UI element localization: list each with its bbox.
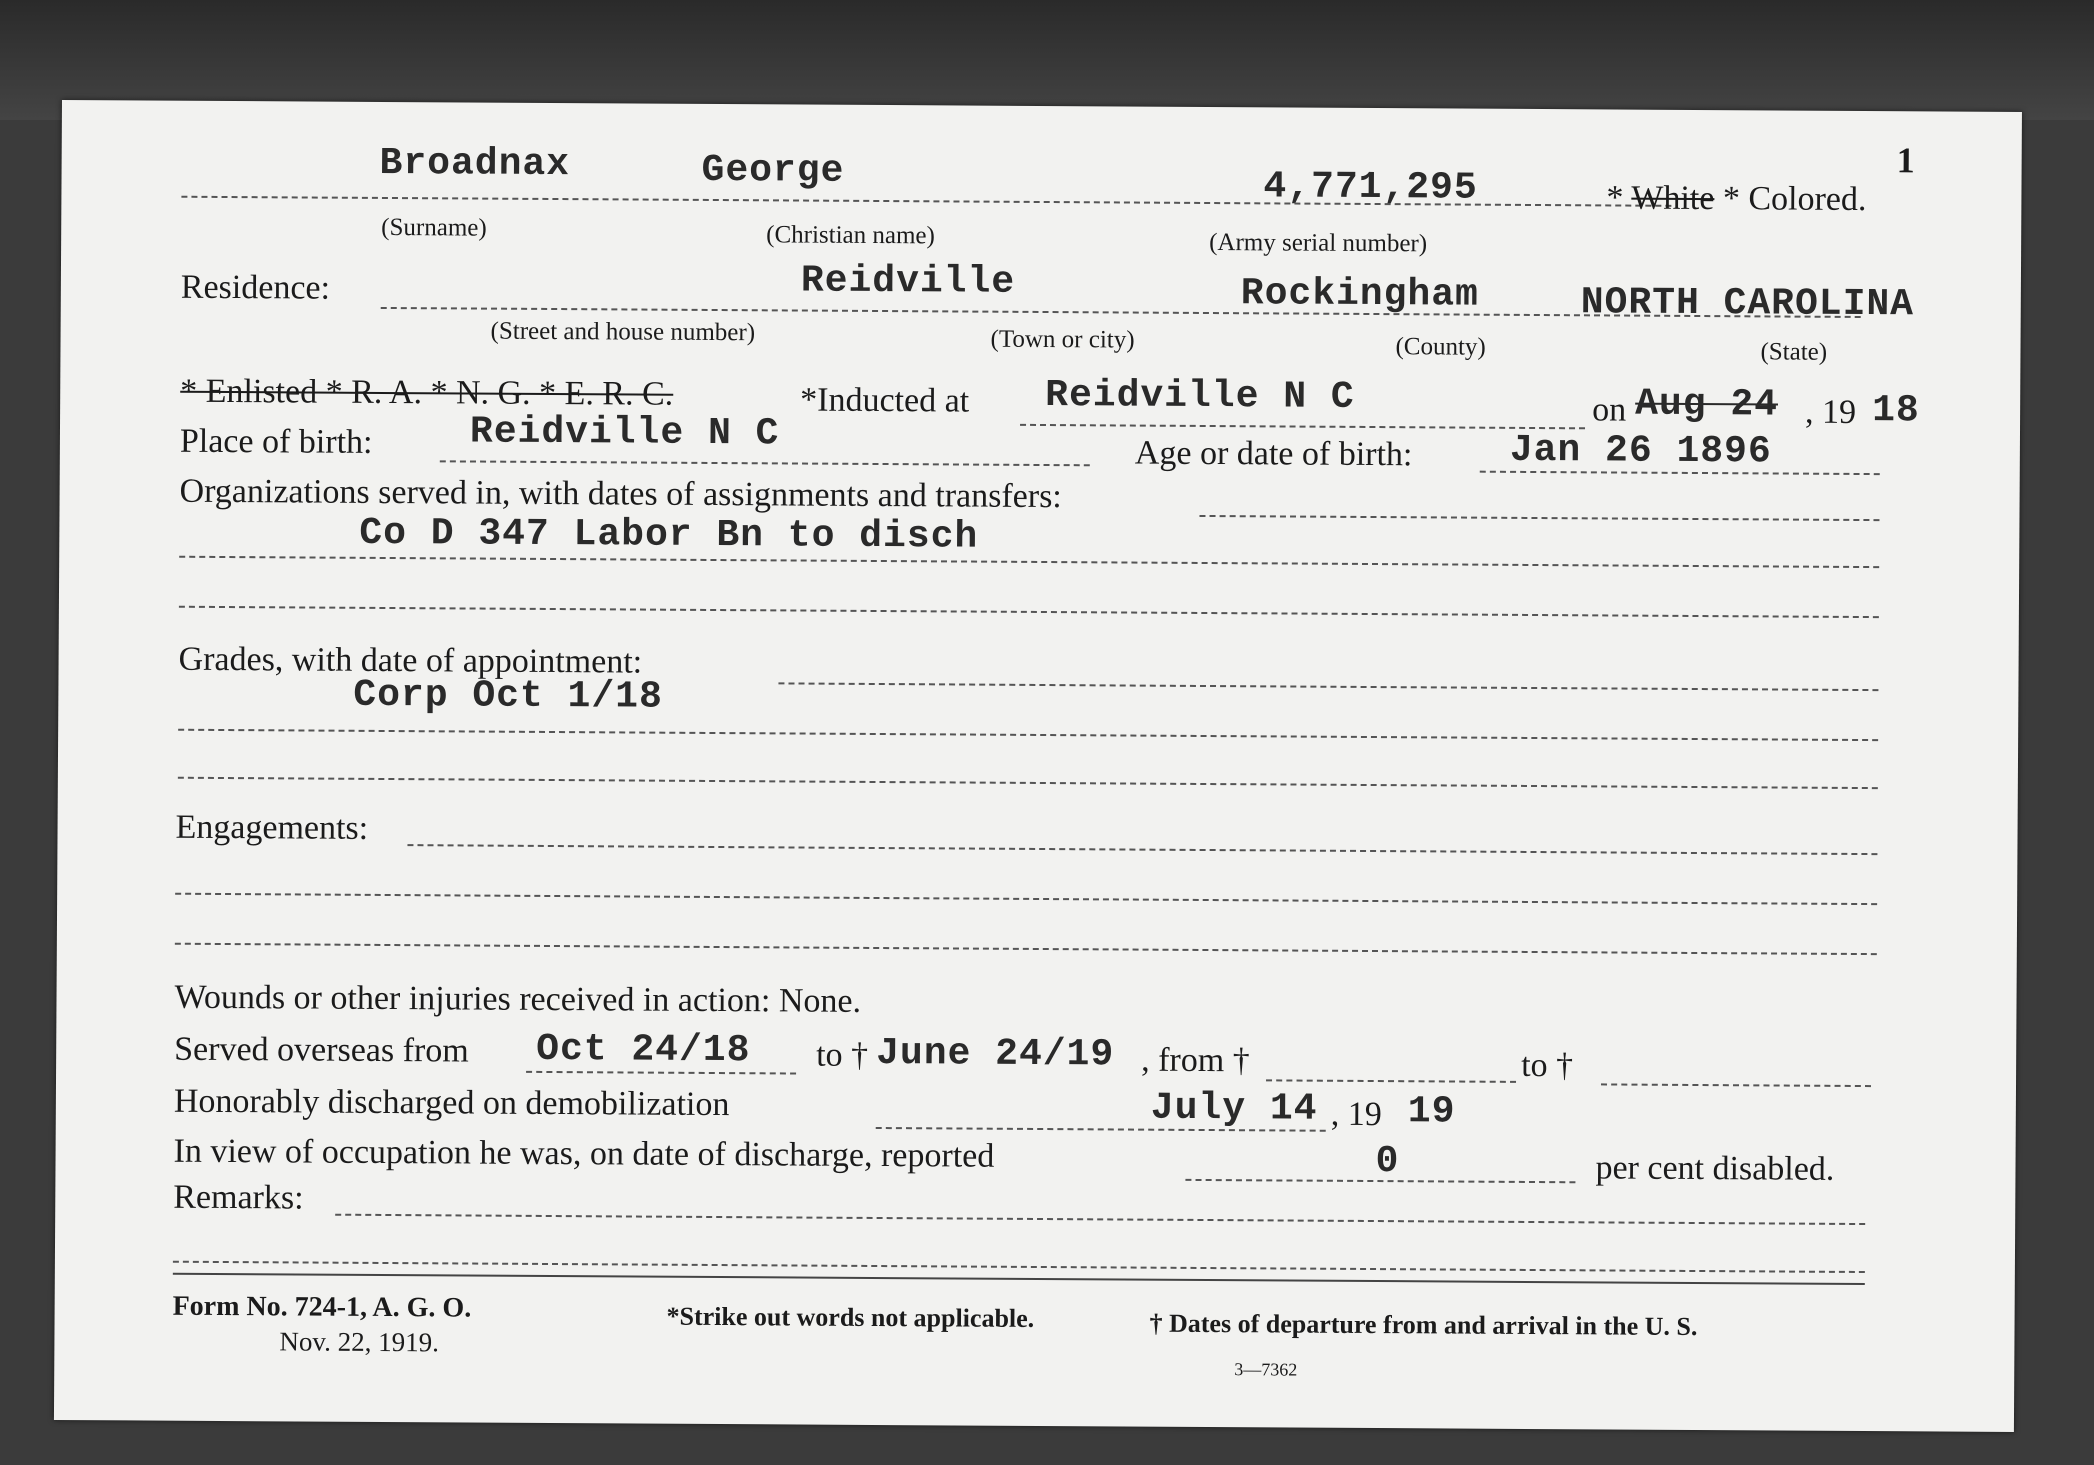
on-label: on — [1592, 391, 1627, 429]
engagements-line-1 — [407, 844, 1877, 855]
discharged-label: Honorably discharged on demobilization — [173, 1082, 730, 1124]
place-of-birth-label: Place of birth: — [179, 422, 373, 461]
serial-number-value: 4,771,295 — [1263, 165, 1478, 210]
form-date: Nov. 22, 1919. — [279, 1326, 440, 1358]
induction-place-value: Reidville N C — [1045, 374, 1355, 419]
christian-name-value: George — [701, 148, 845, 193]
birth-place-line — [440, 460, 1090, 466]
engagements-line-3 — [175, 943, 1877, 955]
grades-label: Grades, with date of appointment: — [178, 640, 643, 681]
residence-state-value: NORTH CAROLINA — [1580, 281, 1915, 327]
dates-note: † Dates of departure from and arrival in the U. S. — [1149, 1308, 1698, 1342]
strike-note: *Strike out words not applicable. — [666, 1301, 1035, 1333]
discharge-date-value: July 14 — [1150, 1086, 1318, 1131]
print-code: 3—7362 — [1234, 1359, 1298, 1380]
birth-place-value: Reidville N C — [469, 410, 780, 456]
wounds-label: Wounds or other injuries received in action: — [174, 978, 771, 1020]
service-record-card — [54, 100, 2022, 1432]
residence-town-value: Reidville — [800, 259, 1016, 304]
served-overseas-label: Served overseas from — [174, 1030, 469, 1070]
induction-year-prefix: , 19 — [1805, 393, 1857, 431]
overseas-to2-line — [1601, 1083, 1871, 1087]
wounds-value: None. — [778, 982, 862, 1020]
form-number: Form No. 724-1, A. G. O. — [172, 1290, 472, 1324]
birth-date-value: Jan 26 1896 — [1509, 428, 1772, 474]
birth-date-line — [1480, 471, 1880, 475]
occupation-label: In view of occupation he was, on date of discharge, reported — [173, 1132, 995, 1175]
footer-rule — [173, 1273, 1865, 1285]
residence-county-value: Rockingham — [1240, 272, 1480, 317]
grades-line-3 — [178, 777, 1878, 789]
street-label: (Street and house number) — [490, 317, 756, 347]
enlisted-struck-label: * Enlisted * R. A. * N. G. * E. R. C. — [180, 372, 674, 413]
organizations-line-1 — [1199, 515, 1879, 521]
overseas-to-value: June 24/19 — [876, 1031, 1115, 1077]
race-colored-label: Colored. — [1748, 180, 1867, 219]
overseas-from2-label: , from † — [1141, 1041, 1250, 1080]
organizations-line-3 — [179, 606, 1879, 618]
overseas-to-label: to † — [816, 1036, 869, 1074]
christian-name-label: (Christian name) — [766, 221, 935, 250]
remarks-line-1 — [335, 1214, 1865, 1225]
induction-year-value: 18 — [1872, 389, 1920, 433]
induction-place-line — [1020, 424, 1585, 429]
town-label: (Town or city) — [990, 325, 1135, 354]
remarks-label: Remarks: — [173, 1178, 304, 1217]
organizations-value: Co D 347 Labor Bn to disch — [359, 511, 979, 559]
overseas-from-line — [526, 1071, 796, 1075]
surname-value: Broadnax — [379, 141, 571, 187]
race-white-label: White — [1631, 179, 1715, 218]
overseas-to2-label: to † — [1521, 1046, 1574, 1085]
organizations-label: Organizations served in, with dates of assignments and transfers: — [179, 472, 1062, 516]
overseas-from2-line — [1266, 1079, 1516, 1083]
engagements-label: Engagements: — [175, 808, 369, 847]
card-number: 1 — [1896, 140, 1915, 181]
county-label: (County) — [1395, 333, 1486, 361]
grades-line-1 — [778, 682, 1878, 691]
grades-value: Corp Oct 1/18 — [353, 673, 663, 719]
surname-label: (Surname) — [381, 213, 487, 242]
serial-number-label: (Army serial number) — [1209, 229, 1428, 258]
disability-value: 0 — [1375, 1140, 1400, 1184]
organizations-line-2 — [179, 556, 1879, 568]
discharge-year-prefix: , 19 — [1330, 1095, 1382, 1134]
race-field: * White * Colored. — [1606, 179, 1867, 219]
inducted-at-label: *Inducted at — [800, 381, 970, 420]
overseas-from-value: Oct 24/18 — [536, 1027, 751, 1073]
residence-label: Residence: — [180, 268, 331, 307]
discharge-year-value: 19 — [1407, 1090, 1456, 1134]
disabled-label: per cent disabled. — [1595, 1149, 1835, 1188]
age-label: Age or date of birth: — [1134, 434, 1413, 474]
engagements-line-2 — [175, 893, 1877, 905]
grades-line-2 — [178, 729, 1878, 741]
remarks-line-2 — [173, 1261, 1865, 1273]
state-label: (State) — [1760, 338, 1828, 366]
induction-date-value: Aug 24 — [1635, 382, 1779, 427]
wounds-field — [174, 979, 861, 1021]
